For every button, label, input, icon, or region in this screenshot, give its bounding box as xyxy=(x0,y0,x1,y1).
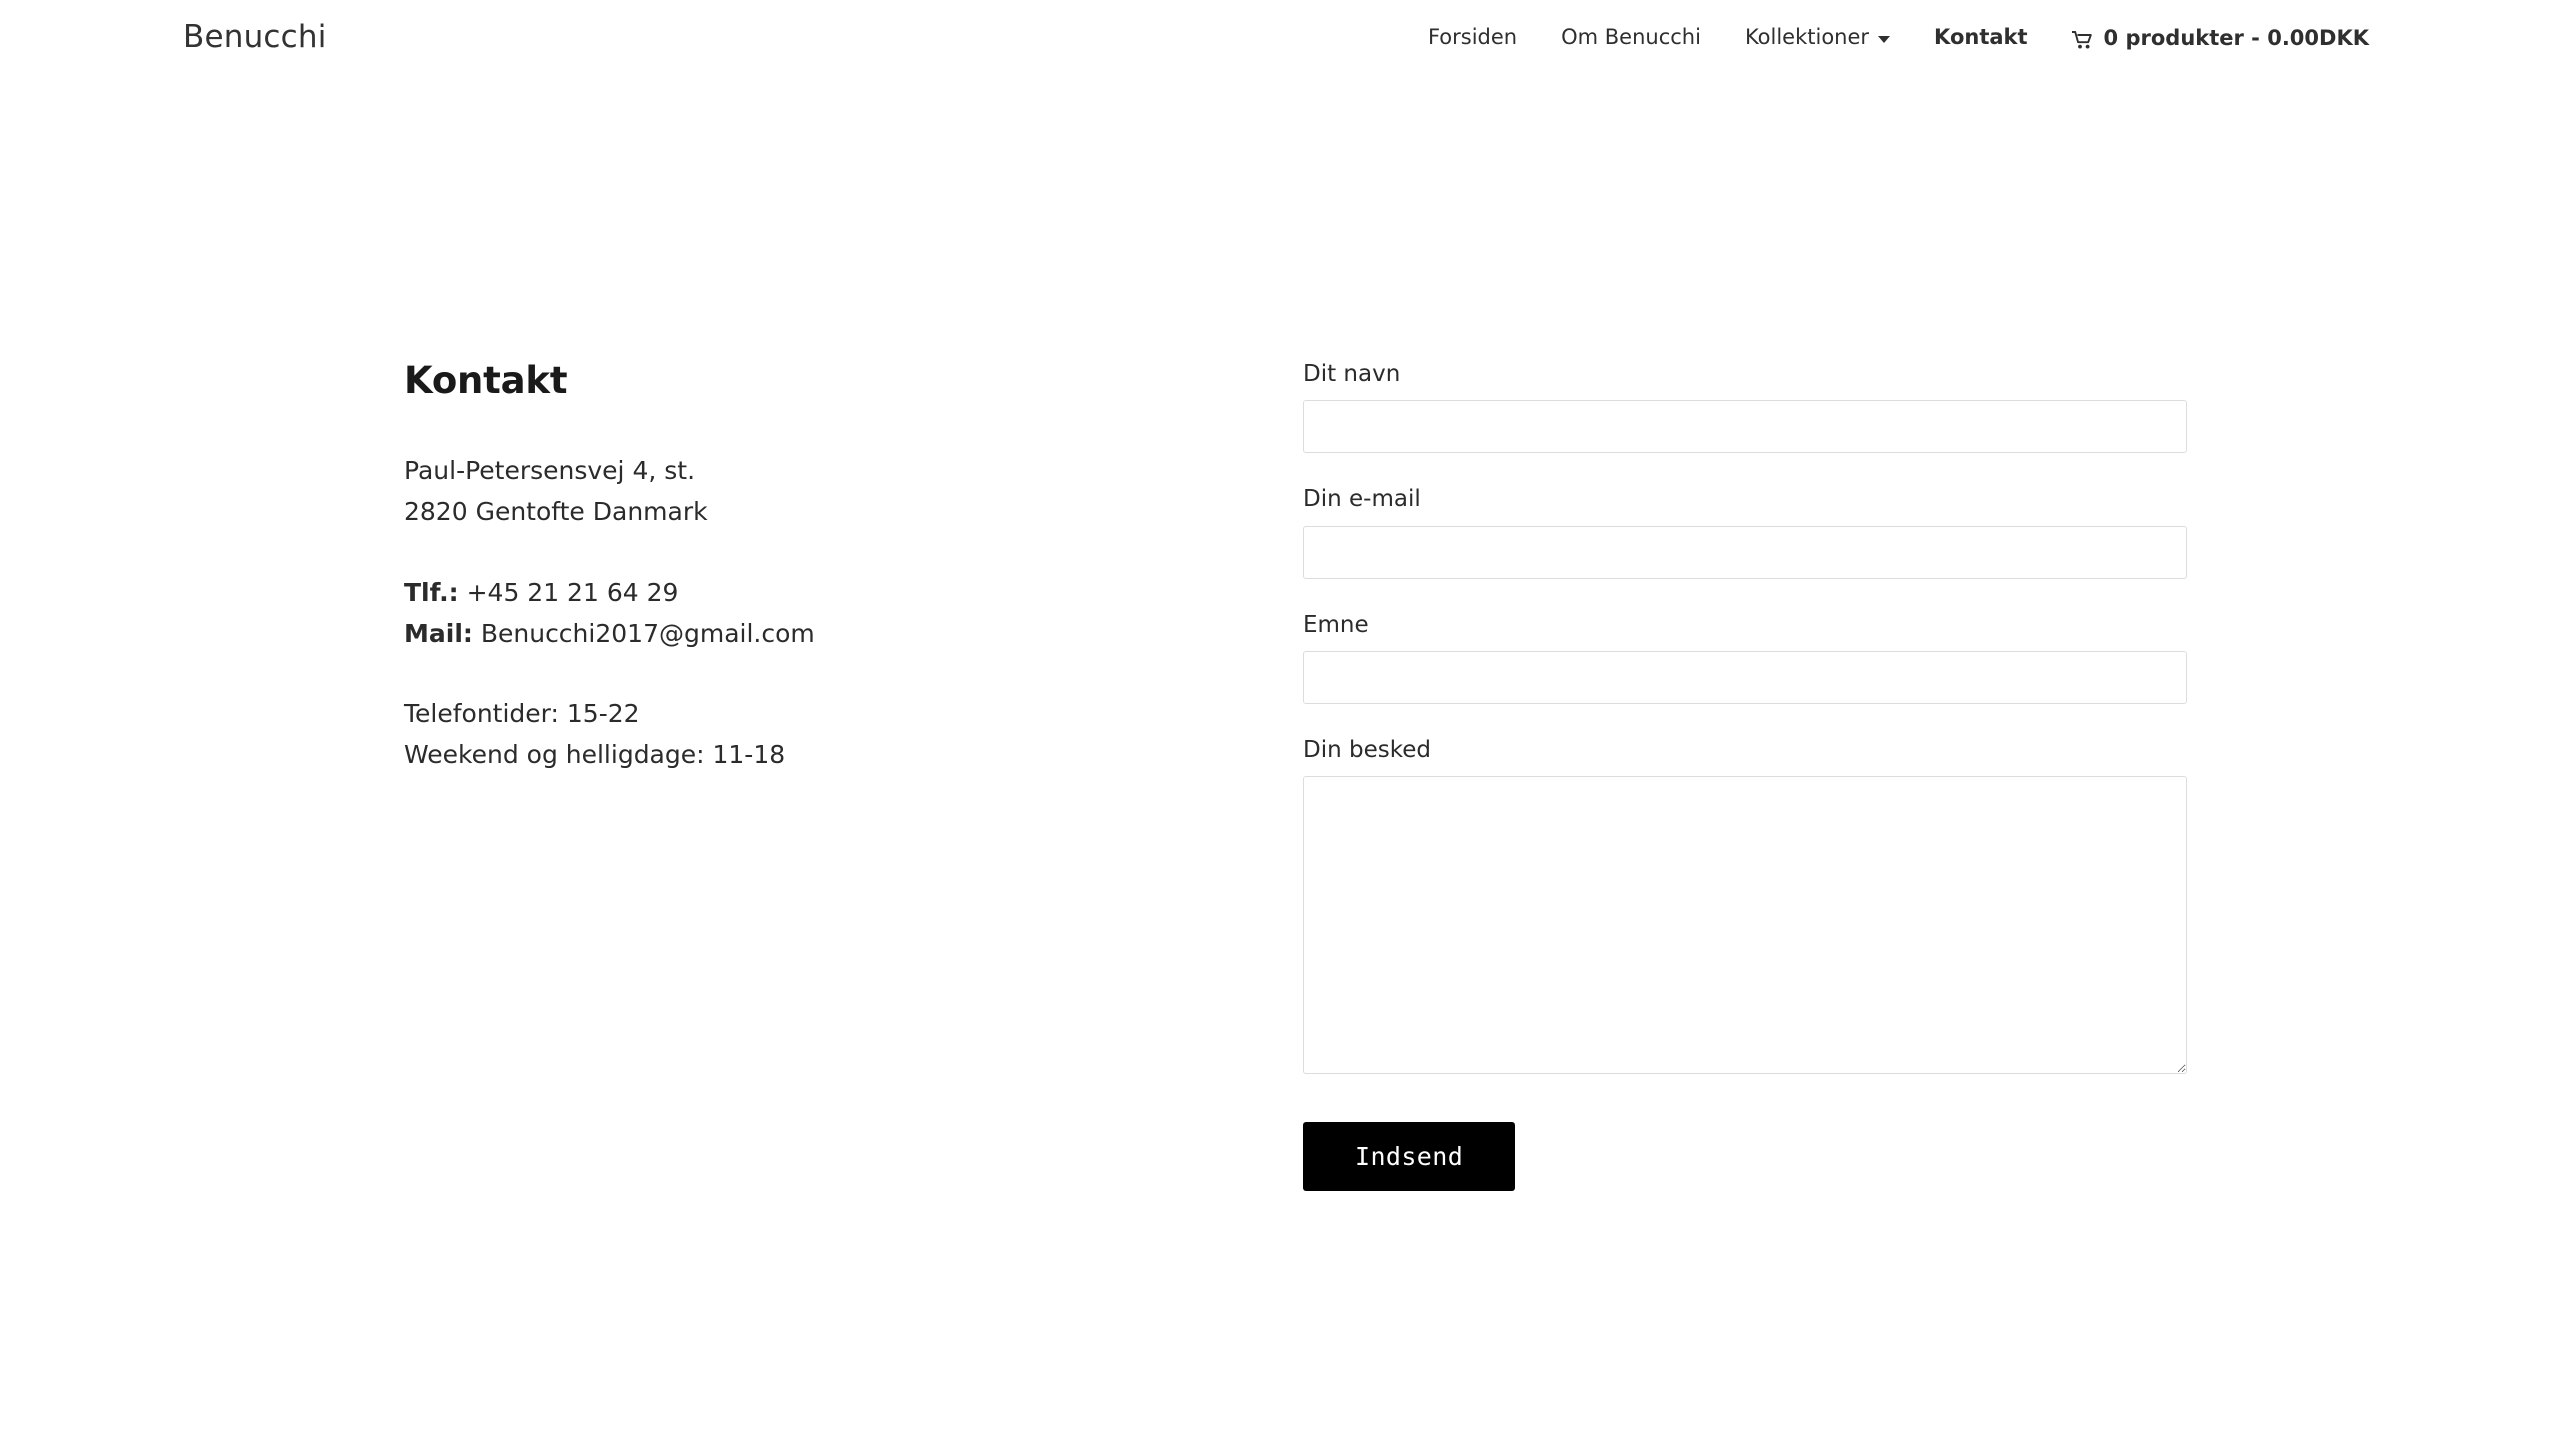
submit-button[interactable]: Indsend xyxy=(1303,1122,1515,1191)
address-line-2: 2820 Gentofte Danmark xyxy=(404,497,708,527)
hours-line-2: Weekend og helligdage: 11-18 xyxy=(404,740,786,770)
mail-value: Benucchi2017@gmail.com xyxy=(480,618,815,648)
nav-label-kollektioner: Kollektioner xyxy=(1744,25,1870,49)
nav-item-kollektioner[interactable] xyxy=(1723,27,1912,48)
email-input[interactable] xyxy=(1303,526,2187,579)
phone-label: Tlf.: xyxy=(404,577,459,607)
address-line-1: Paul-Petersensvej 4, st. xyxy=(404,456,696,486)
subject-input[interactable] xyxy=(1303,651,2187,704)
mail-label: Mail: xyxy=(404,618,473,648)
cart-label: 0 produkter - 0.00DKK xyxy=(2103,25,2369,50)
shopping-cart-icon xyxy=(2072,30,2094,48)
name-field-label: Dit navn xyxy=(1303,361,1401,387)
nav-label-om-benucchi: Om Benucchi xyxy=(1561,25,1701,49)
hours-line-1: Telefontider: 15-22 xyxy=(404,699,640,729)
site-logo[interactable]: Benucchi xyxy=(183,19,327,55)
contact-info-column xyxy=(404,359,1284,776)
nav-label-kontakt: Kontakt xyxy=(1934,25,2028,49)
message-textarea[interactable] xyxy=(1303,776,2187,1074)
nav-item-forsiden[interactable] xyxy=(1406,27,1539,48)
subject-field-label: Emne xyxy=(1303,611,1369,638)
nav-item-kontakt[interactable] xyxy=(1912,27,2050,48)
site-header xyxy=(0,0,2560,75)
message-field-label: Din besked xyxy=(1303,736,1431,763)
email-field-label: Din e-mail xyxy=(1303,486,1421,513)
opening-hours-block xyxy=(404,694,1284,776)
address-block xyxy=(404,451,1284,533)
contact-form xyxy=(1303,362,2193,1191)
cart-link[interactable] xyxy=(2050,26,2377,50)
phone-value: +45 21 21 64 29 xyxy=(466,577,679,607)
contact-details-block xyxy=(404,573,1284,655)
main-navigation xyxy=(1406,26,2377,50)
chevron-down-icon xyxy=(1878,36,1890,43)
page-title: Kontakt xyxy=(404,359,568,402)
name-input[interactable] xyxy=(1303,400,2187,453)
nav-label-forsiden: Forsiden xyxy=(1427,25,1518,49)
nav-item-om-benucchi[interactable] xyxy=(1539,27,1723,48)
